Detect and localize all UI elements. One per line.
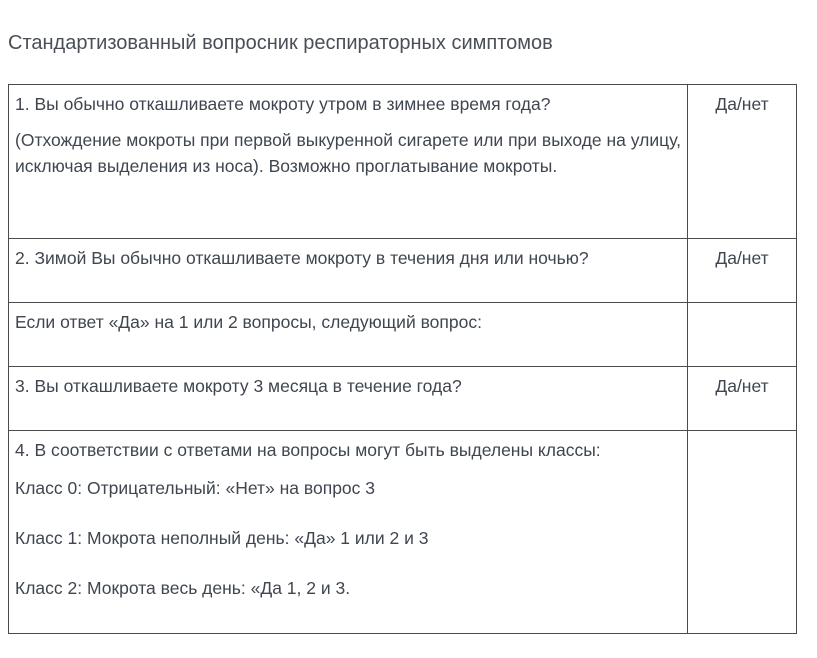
- question-cell: [9, 239, 688, 303]
- table-row: [9, 85, 797, 239]
- answer-cell: [688, 431, 797, 634]
- class-item: Класс 1: Мокрота неполный день: «Да» 1 или 2 и 3: [15, 528, 429, 548]
- question-text: 3. Вы откашливаете мокроту 3 месяца в течение года?: [15, 376, 462, 396]
- table-row: [9, 367, 797, 431]
- page-title: Стандартизованный вопросник респираторных симптомов: [8, 32, 553, 54]
- question-cell: [9, 303, 688, 367]
- class-item: Класс 2: Мокрота весь день: «Да 1, 2 и 3.: [15, 578, 351, 598]
- answer-cell: [688, 303, 797, 367]
- question-note: (Отхождение мокроты при первой выкуренной сигарете или при выходе на улицу, исключая выделения из носа). Возможно проглатывание мокроты.: [15, 130, 681, 176]
- class-item: Класс 0: Отрицательный: «Нет» на вопрос 3: [15, 478, 376, 498]
- question-text: 1. Вы обычно откашливаете мокроту утром в зимнее время года?: [15, 94, 551, 114]
- table-row: [9, 303, 797, 367]
- question-cell: [9, 431, 688, 634]
- answer-cell: Да/нет: [688, 367, 797, 431]
- answer-cell: Да/нет: [688, 239, 797, 303]
- questionnaire-table: [8, 84, 797, 634]
- table-row: [9, 239, 797, 303]
- question-text: 4. В соответствии с ответами на вопросы могут быть выделены классы:: [15, 440, 601, 460]
- table-row: [9, 431, 797, 634]
- question-cell: [9, 85, 688, 239]
- answer-cell: Да/нет: [688, 85, 797, 239]
- instruction-text: Если ответ «Да» на 1 или 2 вопросы, следующий вопрос:: [15, 312, 482, 332]
- question-cell: [9, 367, 688, 431]
- question-text: 2. Зимой Вы обычно откашливаете мокроту в течения дня или ночью?: [15, 248, 589, 268]
